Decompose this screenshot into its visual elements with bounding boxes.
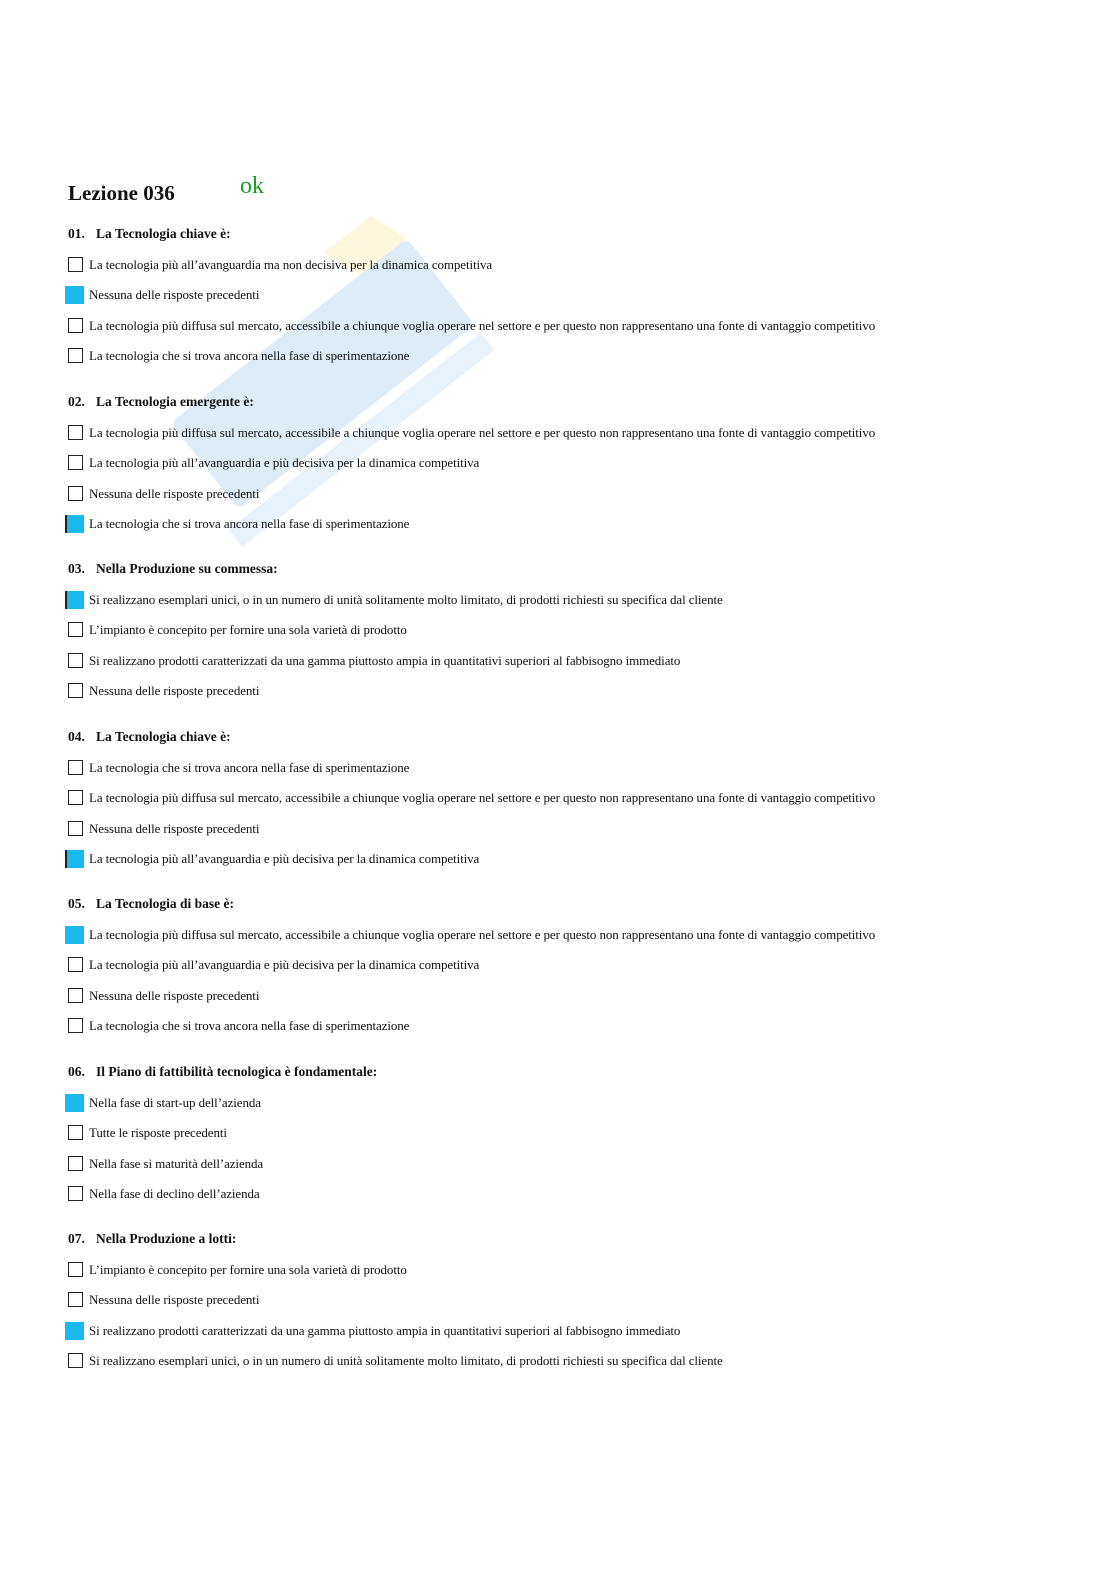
checkbox[interactable]	[68, 486, 83, 501]
checkbox[interactable]	[68, 1125, 83, 1140]
checkbox[interactable]	[68, 455, 83, 470]
answer-option-label: La tecnologia che si trova ancora nella fase di sperimentazione	[89, 759, 410, 775]
answer-option[interactable]	[68, 789, 1068, 809]
checkbox[interactable]	[68, 1018, 83, 1033]
answer-option[interactable]	[68, 256, 1068, 276]
answer-option-label: L’impianto è concepito per fornire una sola varietà di prodotto	[89, 1262, 407, 1277]
answer-option-label: La tecnologia più diffusa sul mercato, accessibile a chiunque voglia operare nel settore e per questo non rappresentano una fonte di vantaggio competitivo	[89, 424, 876, 440]
answer-option-label: La tecnologia più all’avanguardia e più decisiva per la dinamica competitiva	[89, 454, 480, 470]
answer-option[interactable]	[68, 926, 1068, 946]
answer-option[interactable]	[68, 956, 1068, 976]
answer-option-label: Si realizzano prodotti caratterizzati da una gamma piuttosto ampia in quantitativi superiori al fabbisogno immediato	[89, 653, 681, 668]
answer-option-label: La tecnologia più all’avanguardia ma non decisiva per la dinamica competitiva	[89, 257, 493, 272]
question-text: La Tecnologia chiave è:	[96, 728, 231, 744]
answer-option-label: Si realizzano prodotti caratterizzati da una gamma piuttosto ampia in quantitativi superiori al fabbisogno immediato	[89, 1323, 681, 1338]
answer-option[interactable]	[68, 621, 1068, 641]
checkbox[interactable]	[68, 653, 83, 668]
question-number: 01.	[68, 226, 85, 241]
answer-option[interactable]	[68, 652, 1068, 672]
question-title	[68, 561, 278, 577]
checkbox[interactable]	[68, 318, 83, 333]
question-1	[68, 226, 1068, 394]
question-number: 05.	[68, 896, 85, 911]
answer-option[interactable]	[68, 424, 1068, 444]
answer-option[interactable]	[68, 1352, 1068, 1372]
answer-option-label: Nessuna delle risposte precedenti	[89, 287, 260, 302]
question-number: 06.	[68, 1063, 85, 1079]
question-7	[68, 1231, 1068, 1399]
checkbox-marked[interactable]	[65, 1322, 84, 1340]
checkbox-marked[interactable]	[65, 1094, 84, 1112]
answer-option-label: La tecnologia più all’avanguardia e più decisiva per la dinamica competitiva	[89, 850, 480, 866]
answer-option[interactable]	[68, 1322, 1068, 1342]
answer-option[interactable]	[68, 591, 1068, 611]
question-text: Il Piano di fattibilità tecnologica è fondamentale:	[96, 1063, 378, 1079]
answer-option-label: Tutte le risposte precedenti	[89, 1124, 227, 1140]
question-3	[68, 561, 1068, 729]
answer-option[interactable]	[68, 682, 1068, 702]
checkbox-marked[interactable]	[65, 850, 84, 868]
answer-option-label: La tecnologia che si trova ancora nella fase di sperimentazione	[89, 1018, 410, 1033]
checkbox-marked[interactable]	[65, 286, 84, 304]
answer-option-label: Nessuna delle risposte precedenti	[89, 820, 260, 836]
answer-option[interactable]	[68, 317, 1068, 337]
ok-mark: ok	[240, 173, 264, 199]
question-title	[68, 896, 234, 912]
checkbox[interactable]	[68, 622, 83, 637]
answer-option[interactable]	[68, 850, 1068, 870]
checkbox[interactable]	[68, 1353, 83, 1368]
answer-option[interactable]	[68, 1017, 1068, 1037]
answer-option-label: Nessuna delle risposte precedenti	[89, 485, 260, 501]
checkbox[interactable]	[68, 988, 83, 1003]
question-number: 03.	[68, 561, 85, 576]
page-title: Lezione 036	[68, 181, 175, 205]
answer-option-label: La tecnologia più all’avanguardia e più decisiva per la dinamica competitiva	[89, 957, 480, 972]
answer-option[interactable]	[68, 1291, 1068, 1311]
answer-option[interactable]	[68, 1185, 1068, 1205]
checkbox[interactable]	[68, 1156, 83, 1171]
question-title	[68, 394, 254, 410]
page-header	[68, 173, 468, 216]
answer-option[interactable]	[68, 454, 1068, 474]
answer-option[interactable]	[68, 515, 1068, 535]
answer-option-label: Si realizzano esemplari unici, o in un numero di unità solitamente molto limitato, di prodotti richiesti su specifica dal cliente	[89, 592, 723, 607]
question-5	[68, 896, 1068, 1064]
checkbox-marked[interactable]	[65, 926, 84, 944]
answer-option[interactable]	[68, 987, 1068, 1007]
answer-option[interactable]	[68, 1155, 1068, 1175]
answer-option-label: La tecnologia più diffusa sul mercato, accessibile a chiunque voglia operare nel settore e per questo non rappresentano una fonte di vantaggio competitivo	[89, 318, 876, 333]
question-6	[68, 1064, 1068, 1232]
answer-option[interactable]	[68, 759, 1068, 779]
answer-option-label: Nella fase di start-up dell’azienda	[89, 1094, 261, 1110]
question-4	[68, 729, 1068, 897]
checkbox[interactable]	[68, 425, 83, 440]
answer-option[interactable]	[68, 1094, 1068, 1114]
answer-option-label: La tecnologia più diffusa sul mercato, accessibile a chiunque voglia operare nel settore e per questo non rappresentano una fonte di vantaggio competitivo	[89, 789, 876, 805]
checkbox[interactable]	[68, 257, 83, 272]
answer-option-label: La tecnologia che si trova ancora nella fase di sperimentazione	[89, 515, 410, 531]
answer-option[interactable]	[68, 1124, 1068, 1144]
question-text: La Tecnologia emergente è:	[96, 393, 254, 409]
question-text: Nella Produzione a lotti:	[96, 1231, 237, 1246]
answer-option-label: La tecnologia più diffusa sul mercato, accessibile a chiunque voglia operare nel settore e per questo non rappresentano una fonte di vantaggio competitivo	[89, 927, 876, 942]
checkbox[interactable]	[68, 348, 83, 363]
answer-option-label: Nessuna delle risposte precedenti	[89, 988, 260, 1003]
checkbox[interactable]	[68, 1186, 83, 1201]
checkbox[interactable]	[68, 1292, 83, 1307]
question-text: Nella Produzione su commessa:	[96, 561, 278, 576]
question-title	[68, 1231, 236, 1247]
question-title	[68, 1064, 377, 1080]
checkbox[interactable]	[68, 683, 83, 698]
answer-option-label: Nella fase si maturità dell’azienda	[89, 1155, 264, 1171]
answer-option-label: Nessuna delle risposte precedenti	[89, 1292, 260, 1307]
answer-option[interactable]	[68, 1261, 1068, 1281]
question-number: 04.	[68, 728, 85, 744]
answer-option-label: Nessuna delle risposte precedenti	[89, 683, 260, 698]
question-title	[68, 226, 231, 242]
question-text: La Tecnologia di base è:	[96, 896, 235, 911]
answer-option[interactable]	[68, 820, 1068, 840]
question-list	[68, 226, 1068, 1399]
checkbox[interactable]	[68, 1262, 83, 1277]
question-number: 02.	[68, 393, 85, 409]
checkbox[interactable]	[68, 760, 83, 775]
answer-option-label: L’impianto è concepito per fornire una sola varietà di prodotto	[89, 622, 407, 637]
checkbox-marked[interactable]	[65, 591, 84, 609]
answer-option[interactable]	[68, 347, 1068, 367]
answer-option-label: Nella fase di declino dell’azienda	[89, 1185, 260, 1201]
answer-option-label: La tecnologia che si trova ancora nella fase di sperimentazione	[89, 348, 410, 363]
answer-option-label: Si realizzano esemplari unici, o in un numero di unità solitamente molto limitato, di prodotti richiesti su specifica dal cliente	[89, 1353, 723, 1368]
answer-option[interactable]	[68, 286, 1068, 306]
answer-option[interactable]	[68, 485, 1068, 505]
checkbox[interactable]	[68, 790, 83, 805]
checkbox-marked[interactable]	[65, 515, 84, 533]
question-title	[68, 729, 231, 745]
checkbox[interactable]	[68, 957, 83, 972]
checkbox[interactable]	[68, 821, 83, 836]
question-text: La Tecnologia chiave è:	[96, 226, 231, 241]
question-number: 07.	[68, 1231, 85, 1246]
question-2	[68, 394, 1068, 562]
